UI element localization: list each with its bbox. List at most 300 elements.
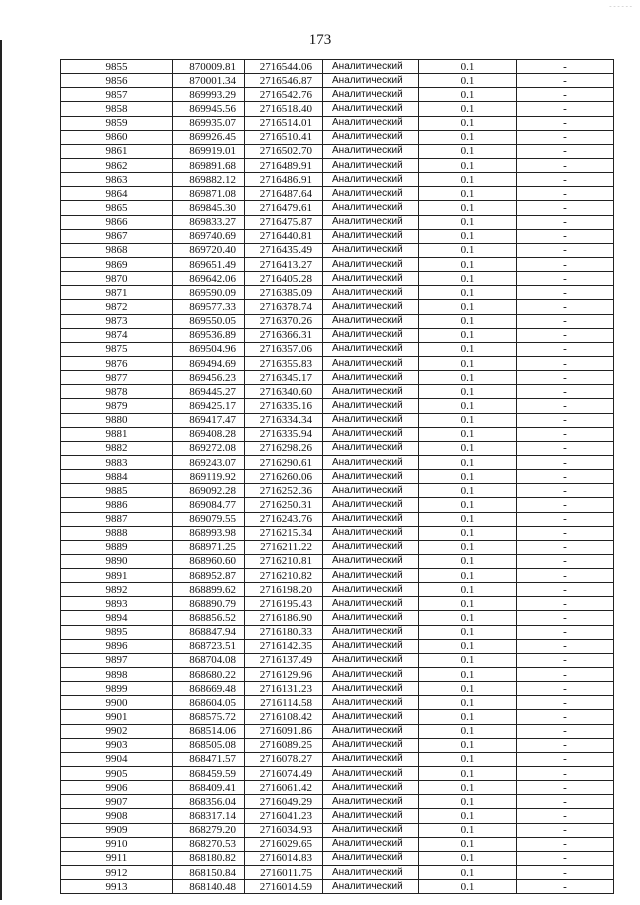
note-cell: - (517, 611, 614, 625)
method-cell: Аналитический (323, 554, 419, 568)
x-coordinate-cell: 868459.59 (173, 767, 245, 781)
method-cell: Аналитический (323, 639, 419, 653)
page-left-edge-rule (0, 40, 2, 900)
method-cell: Аналитический (323, 484, 419, 498)
point-number-cell: 9891 (61, 569, 173, 583)
note-cell: - (517, 399, 614, 413)
x-coordinate-cell: 870001.34 (173, 74, 245, 88)
accuracy-cell: 0.1 (419, 116, 517, 130)
point-number-cell: 9894 (61, 611, 173, 625)
y-coordinate-cell: 2716078.27 (245, 752, 323, 766)
x-coordinate-cell: 868960.60 (173, 554, 245, 568)
accuracy-cell: 0.1 (419, 583, 517, 597)
y-coordinate-cell: 2716034.93 (245, 823, 323, 837)
table-row (61, 597, 614, 611)
x-coordinate-cell: 868150.84 (173, 866, 245, 880)
point-number-cell: 9876 (61, 356, 173, 370)
point-number-cell: 9886 (61, 498, 173, 512)
accuracy-cell: 0.1 (419, 470, 517, 484)
point-number-cell: 9892 (61, 583, 173, 597)
accuracy-cell: 0.1 (419, 880, 517, 894)
table-row (61, 696, 614, 710)
accuracy-cell: 0.1 (419, 851, 517, 865)
y-coordinate-cell: 2716489.91 (245, 158, 323, 172)
table-row (61, 498, 614, 512)
note-cell: - (517, 441, 614, 455)
note-cell: - (517, 371, 614, 385)
accuracy-cell: 0.1 (419, 837, 517, 851)
y-coordinate-cell: 2716210.82 (245, 569, 323, 583)
method-cell: Аналитический (323, 371, 419, 385)
table-row (61, 74, 614, 88)
point-number-cell: 9881 (61, 427, 173, 441)
y-coordinate-cell: 2716440.81 (245, 229, 323, 243)
accuracy-cell: 0.1 (419, 328, 517, 342)
accuracy-cell: 0.1 (419, 300, 517, 314)
point-number-cell: 9888 (61, 526, 173, 540)
note-cell: - (517, 328, 614, 342)
y-coordinate-cell: 2716131.23 (245, 682, 323, 696)
method-cell: Аналитический (323, 88, 419, 102)
table-row (61, 611, 614, 625)
note-cell: - (517, 88, 614, 102)
y-coordinate-cell: 2716370.26 (245, 314, 323, 328)
y-coordinate-cell: 2716114.58 (245, 696, 323, 710)
y-coordinate-cell: 2716340.60 (245, 385, 323, 399)
accuracy-cell: 0.1 (419, 611, 517, 625)
x-coordinate-cell: 869550.05 (173, 314, 245, 328)
y-coordinate-cell: 2716061.42 (245, 781, 323, 795)
accuracy-cell: 0.1 (419, 710, 517, 724)
accuracy-cell: 0.1 (419, 272, 517, 286)
y-coordinate-cell: 2716215.34 (245, 526, 323, 540)
x-coordinate-cell: 868140.48 (173, 880, 245, 894)
note-cell: - (517, 470, 614, 484)
table-row (61, 484, 614, 498)
note-cell: - (517, 187, 614, 201)
accuracy-cell: 0.1 (419, 356, 517, 370)
note-cell: - (517, 342, 614, 356)
table-row (61, 809, 614, 823)
point-number-cell: 9893 (61, 597, 173, 611)
x-coordinate-cell: 869919.01 (173, 144, 245, 158)
x-coordinate-cell: 868899.62 (173, 583, 245, 597)
method-cell: Аналитический (323, 116, 419, 130)
accuracy-cell: 0.1 (419, 625, 517, 639)
accuracy-cell: 0.1 (419, 781, 517, 795)
point-number-cell: 9875 (61, 342, 173, 356)
accuracy-cell: 0.1 (419, 554, 517, 568)
x-coordinate-cell: 869882.12 (173, 173, 245, 187)
y-coordinate-cell: 2716510.41 (245, 130, 323, 144)
x-coordinate-cell: 868471.57 (173, 752, 245, 766)
table-row (61, 272, 614, 286)
method-cell: Аналитический (323, 144, 419, 158)
point-number-cell: 9856 (61, 74, 173, 88)
y-coordinate-cell: 2716475.87 (245, 215, 323, 229)
accuracy-cell: 0.1 (419, 187, 517, 201)
note-cell: - (517, 215, 614, 229)
table-row (61, 540, 614, 554)
accuracy-cell: 0.1 (419, 385, 517, 399)
x-coordinate-cell: 869871.08 (173, 187, 245, 201)
accuracy-cell: 0.1 (419, 724, 517, 738)
table-row (61, 781, 614, 795)
point-number-cell: 9899 (61, 682, 173, 696)
x-coordinate-cell: 869993.29 (173, 88, 245, 102)
x-coordinate-cell: 868847.94 (173, 625, 245, 639)
accuracy-cell: 0.1 (419, 682, 517, 696)
x-coordinate-cell: 868356.04 (173, 795, 245, 809)
note-cell: - (517, 229, 614, 243)
x-coordinate-cell: 869926.45 (173, 130, 245, 144)
method-cell: Аналитический (323, 724, 419, 738)
point-number-cell: 9866 (61, 215, 173, 229)
y-coordinate-cell: 2716252.36 (245, 484, 323, 498)
note-cell: - (517, 668, 614, 682)
method-cell: Аналитический (323, 597, 419, 611)
table-row (61, 724, 614, 738)
table-row (61, 413, 614, 427)
y-coordinate-cell: 2716108.42 (245, 710, 323, 724)
accuracy-cell: 0.1 (419, 526, 517, 540)
method-cell: Аналитический (323, 215, 419, 229)
x-coordinate-cell: 869079.55 (173, 512, 245, 526)
note-cell: - (517, 314, 614, 328)
method-cell: Аналитический (323, 767, 419, 781)
table-row (61, 215, 614, 229)
method-cell: Аналитический (323, 823, 419, 837)
accuracy-cell: 0.1 (419, 144, 517, 158)
y-coordinate-cell: 2716049.29 (245, 795, 323, 809)
accuracy-cell: 0.1 (419, 201, 517, 215)
point-number-cell: 9887 (61, 512, 173, 526)
point-number-cell: 9911 (61, 851, 173, 865)
y-coordinate-cell: 2716345.17 (245, 371, 323, 385)
note-cell: - (517, 540, 614, 554)
table-row (61, 371, 614, 385)
note-cell: - (517, 738, 614, 752)
note-cell: - (517, 752, 614, 766)
x-coordinate-cell: 869845.30 (173, 201, 245, 215)
method-cell: Аналитический (323, 583, 419, 597)
accuracy-cell: 0.1 (419, 371, 517, 385)
point-number-cell: 9898 (61, 668, 173, 682)
x-coordinate-cell: 869720.40 (173, 243, 245, 257)
x-coordinate-cell: 869494.69 (173, 356, 245, 370)
scan-corner-mark: - - - - - - (609, 2, 632, 10)
table-row (61, 229, 614, 243)
method-cell: Аналитический (323, 173, 419, 187)
method-cell: Аналитический (323, 399, 419, 413)
point-number-cell: 9901 (61, 710, 173, 724)
x-coordinate-cell: 868505.08 (173, 738, 245, 752)
table-row (61, 837, 614, 851)
note-cell: - (517, 498, 614, 512)
method-cell: Аналитический (323, 314, 419, 328)
y-coordinate-cell: 2716479.61 (245, 201, 323, 215)
note-cell: - (517, 781, 614, 795)
note-cell: - (517, 74, 614, 88)
y-coordinate-cell: 2716546.87 (245, 74, 323, 88)
method-cell: Аналитический (323, 74, 419, 88)
y-coordinate-cell: 2716029.65 (245, 837, 323, 851)
table-row (61, 130, 614, 144)
note-cell: - (517, 526, 614, 540)
y-coordinate-cell: 2716186.90 (245, 611, 323, 625)
accuracy-cell: 0.1 (419, 441, 517, 455)
x-coordinate-cell: 869577.33 (173, 300, 245, 314)
y-coordinate-cell: 2716211.22 (245, 540, 323, 554)
point-number-cell: 9861 (61, 144, 173, 158)
point-number-cell: 9906 (61, 781, 173, 795)
y-coordinate-cell: 2716357.06 (245, 342, 323, 356)
x-coordinate-cell: 869408.28 (173, 427, 245, 441)
table-row (61, 653, 614, 667)
method-cell: Аналитический (323, 300, 419, 314)
method-cell: Аналитический (323, 540, 419, 554)
table-row (61, 60, 614, 74)
note-cell: - (517, 158, 614, 172)
note-cell: - (517, 696, 614, 710)
table-row (61, 342, 614, 356)
x-coordinate-cell: 868270.53 (173, 837, 245, 851)
accuracy-cell: 0.1 (419, 243, 517, 257)
note-cell: - (517, 356, 614, 370)
table-row (61, 526, 614, 540)
note-cell: - (517, 484, 614, 498)
note-cell: - (517, 173, 614, 187)
table-row (61, 738, 614, 752)
y-coordinate-cell: 2716366.31 (245, 328, 323, 342)
x-coordinate-cell: 869891.68 (173, 158, 245, 172)
method-cell: Аналитический (323, 795, 419, 809)
table-row (61, 710, 614, 724)
x-coordinate-cell: 869243.07 (173, 455, 245, 469)
accuracy-cell: 0.1 (419, 102, 517, 116)
accuracy-cell: 0.1 (419, 696, 517, 710)
y-coordinate-cell: 2716089.25 (245, 738, 323, 752)
accuracy-cell: 0.1 (419, 74, 517, 88)
note-cell: - (517, 60, 614, 74)
table-row (61, 257, 614, 271)
note-cell: - (517, 130, 614, 144)
note-cell: - (517, 427, 614, 441)
accuracy-cell: 0.1 (419, 795, 517, 809)
method-cell: Аналитический (323, 102, 419, 116)
method-cell: Аналитический (323, 455, 419, 469)
table-row (61, 441, 614, 455)
note-cell: - (517, 837, 614, 851)
note-cell: - (517, 243, 614, 257)
method-cell: Аналитический (323, 60, 419, 74)
x-coordinate-cell: 869935.07 (173, 116, 245, 130)
table-row (61, 243, 614, 257)
accuracy-cell: 0.1 (419, 342, 517, 356)
coordinates-table-body (61, 60, 614, 894)
x-coordinate-cell: 868575.72 (173, 710, 245, 724)
x-coordinate-cell: 869833.27 (173, 215, 245, 229)
method-cell: Аналитический (323, 880, 419, 894)
point-number-cell: 9857 (61, 88, 173, 102)
method-cell: Аналитический (323, 201, 419, 215)
accuracy-cell: 0.1 (419, 455, 517, 469)
x-coordinate-cell: 868279.20 (173, 823, 245, 837)
method-cell: Аналитический (323, 356, 419, 370)
accuracy-cell: 0.1 (419, 639, 517, 653)
y-coordinate-cell: 2716180.33 (245, 625, 323, 639)
point-number-cell: 9869 (61, 257, 173, 271)
accuracy-cell: 0.1 (419, 668, 517, 682)
method-cell: Аналитический (323, 809, 419, 823)
point-number-cell: 9908 (61, 809, 173, 823)
y-coordinate-cell: 2716290.61 (245, 455, 323, 469)
x-coordinate-cell: 868680.22 (173, 668, 245, 682)
note-cell: - (517, 653, 614, 667)
x-coordinate-cell: 869456.23 (173, 371, 245, 385)
point-number-cell: 9877 (61, 371, 173, 385)
y-coordinate-cell: 2716142.35 (245, 639, 323, 653)
x-coordinate-cell: 868971.25 (173, 540, 245, 554)
point-number-cell: 9870 (61, 272, 173, 286)
accuracy-cell: 0.1 (419, 597, 517, 611)
y-coordinate-cell: 2716014.59 (245, 880, 323, 894)
x-coordinate-cell: 869425.17 (173, 399, 245, 413)
table-row (61, 187, 614, 201)
method-cell: Аналитический (323, 441, 419, 455)
y-coordinate-cell: 2716487.64 (245, 187, 323, 201)
table-row (61, 639, 614, 653)
accuracy-cell: 0.1 (419, 413, 517, 427)
method-cell: Аналитический (323, 470, 419, 484)
x-coordinate-cell: 869092.28 (173, 484, 245, 498)
accuracy-cell: 0.1 (419, 540, 517, 554)
x-coordinate-cell: 868723.51 (173, 639, 245, 653)
table-row (61, 314, 614, 328)
method-cell: Аналитический (323, 837, 419, 851)
x-coordinate-cell: 869945.56 (173, 102, 245, 116)
x-coordinate-cell: 869651.49 (173, 257, 245, 271)
note-cell: - (517, 851, 614, 865)
point-number-cell: 9865 (61, 201, 173, 215)
table-row (61, 795, 614, 809)
note-cell: - (517, 116, 614, 130)
method-cell: Аналитический (323, 710, 419, 724)
method-cell: Аналитический (323, 512, 419, 526)
y-coordinate-cell: 2716243.76 (245, 512, 323, 526)
accuracy-cell: 0.1 (419, 569, 517, 583)
point-number-cell: 9858 (61, 102, 173, 116)
method-cell: Аналитический (323, 611, 419, 625)
note-cell: - (517, 597, 614, 611)
table-row (61, 866, 614, 880)
note-cell: - (517, 880, 614, 894)
point-number-cell: 9878 (61, 385, 173, 399)
method-cell: Аналитический (323, 342, 419, 356)
method-cell: Аналитический (323, 625, 419, 639)
note-cell: - (517, 102, 614, 116)
y-coordinate-cell: 2716486.91 (245, 173, 323, 187)
note-cell: - (517, 201, 614, 215)
y-coordinate-cell: 2716335.94 (245, 427, 323, 441)
table-row (61, 668, 614, 682)
point-number-cell: 9902 (61, 724, 173, 738)
method-cell: Аналитический (323, 781, 419, 795)
accuracy-cell: 0.1 (419, 60, 517, 74)
x-coordinate-cell: 869084.77 (173, 498, 245, 512)
method-cell: Аналитический (323, 328, 419, 342)
x-coordinate-cell: 869740.69 (173, 229, 245, 243)
point-number-cell: 9897 (61, 653, 173, 667)
x-coordinate-cell: 868669.48 (173, 682, 245, 696)
note-cell: - (517, 272, 614, 286)
y-coordinate-cell: 2716355.83 (245, 356, 323, 370)
table-row (61, 328, 614, 342)
note-cell: - (517, 682, 614, 696)
note-cell: - (517, 413, 614, 427)
accuracy-cell: 0.1 (419, 314, 517, 328)
y-coordinate-cell: 2716011.75 (245, 866, 323, 880)
accuracy-cell: 0.1 (419, 257, 517, 271)
point-number-cell: 9909 (61, 823, 173, 837)
y-coordinate-cell: 2716435.49 (245, 243, 323, 257)
point-number-cell: 9874 (61, 328, 173, 342)
accuracy-cell: 0.1 (419, 130, 517, 144)
accuracy-cell: 0.1 (419, 399, 517, 413)
accuracy-cell: 0.1 (419, 427, 517, 441)
table-row (61, 173, 614, 187)
x-coordinate-cell: 868180.82 (173, 851, 245, 865)
table-row (61, 102, 614, 116)
table-row (61, 385, 614, 399)
x-coordinate-cell: 870009.81 (173, 60, 245, 74)
note-cell: - (517, 823, 614, 837)
table-row (61, 569, 614, 583)
point-number-cell: 9859 (61, 116, 173, 130)
method-cell: Аналитический (323, 526, 419, 540)
y-coordinate-cell: 2716334.34 (245, 413, 323, 427)
y-coordinate-cell: 2716405.28 (245, 272, 323, 286)
y-coordinate-cell: 2716129.96 (245, 668, 323, 682)
accuracy-cell: 0.1 (419, 752, 517, 766)
table-row (61, 583, 614, 597)
method-cell: Аналитический (323, 866, 419, 880)
x-coordinate-cell: 868409.41 (173, 781, 245, 795)
note-cell: - (517, 809, 614, 823)
accuracy-cell: 0.1 (419, 738, 517, 752)
x-coordinate-cell: 869445.27 (173, 385, 245, 399)
page-number: 173 (308, 32, 332, 48)
accuracy-cell: 0.1 (419, 809, 517, 823)
method-cell: Аналитический (323, 158, 419, 172)
accuracy-cell: 0.1 (419, 158, 517, 172)
method-cell: Аналитический (323, 851, 419, 865)
x-coordinate-cell: 868993.98 (173, 526, 245, 540)
accuracy-cell: 0.1 (419, 512, 517, 526)
y-coordinate-cell: 2716502.70 (245, 144, 323, 158)
method-cell: Аналитический (323, 385, 419, 399)
x-coordinate-cell: 868704.08 (173, 653, 245, 667)
table-row (61, 144, 614, 158)
y-coordinate-cell: 2716544.06 (245, 60, 323, 74)
accuracy-cell: 0.1 (419, 229, 517, 243)
y-coordinate-cell: 2716385.09 (245, 286, 323, 300)
point-number-cell: 9883 (61, 455, 173, 469)
table-row (61, 625, 614, 639)
accuracy-cell: 0.1 (419, 484, 517, 498)
x-coordinate-cell: 868317.14 (173, 809, 245, 823)
y-coordinate-cell: 2716335.16 (245, 399, 323, 413)
